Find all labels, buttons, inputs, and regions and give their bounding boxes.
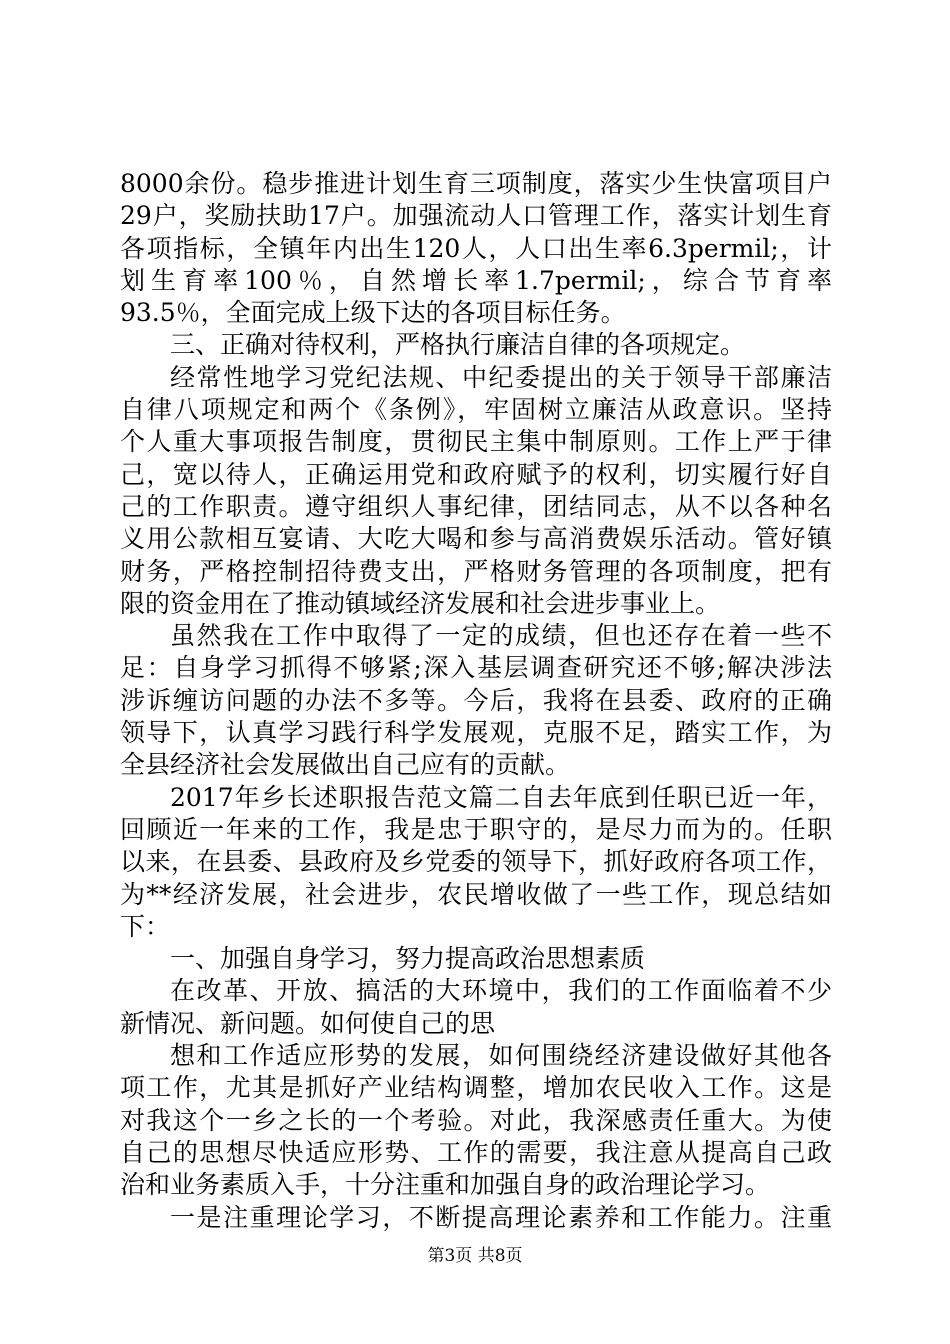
- body-line: 己的工作职责。遵守组织人事纪律，团结同志，从不以各种名: [120, 491, 832, 521]
- body-line: 虽然我在工作中取得了一定的成绩，但也还存在着一些不: [170, 621, 832, 651]
- body-line: 下：: [120, 911, 171, 941]
- body-line: 划生育率100％，自然增长率1.7permil;，综合节育率: [120, 265, 832, 295]
- body-line: 个人重大事项报告制度，贯彻民主集中制原则。工作上严于律: [120, 427, 832, 457]
- body-line: 经常性地学习党纪法规、中纪委提出的关于领导干部廉洁: [170, 362, 832, 392]
- body-line: 以来，在县委、县政府及乡党委的领导下，抓好政府各项工作，: [120, 847, 832, 877]
- body-line: 93.5％，全面完成上级下达的各项目标任务。: [120, 298, 626, 328]
- body-line: 财务，严格控制招待费支出，严格财务管理的各项制度，把有: [120, 556, 832, 586]
- page-number-label: 第3页 共8页: [427, 1246, 523, 1266]
- body-line: 8000余份。稳步推进计划生育三项制度，落实少生快富项目户: [120, 169, 832, 198]
- body-line: 2017年乡长述职报告范文篇二自去年底到任职已近一年，: [170, 782, 832, 812]
- body-line: 在改革、开放、搞活的大环境中，我们的工作面临着不少: [170, 976, 832, 1006]
- body-line: 义用公款相互宴请、大吃大喝和参与高消费娱乐活动。管好镇: [120, 524, 832, 554]
- section-heading: 一、加强自身学习，努力提高政治思想素质: [170, 944, 646, 974]
- body-line: 治和业务素质入手，十分注重和加强自身的政治理论学习。: [120, 1170, 771, 1200]
- body-line: 想和工作适应形势的发展，如何围绕经济建设做好其他各: [170, 1041, 832, 1071]
- body-line: 限的资金用在了推动镇域经济发展和社会进步事业上。: [120, 588, 721, 618]
- body-line: 新情况、新问题。如何使自己的思: [120, 1008, 496, 1038]
- body-line: 己，宽以待人，正确运用党和政府赋予的权利，切实履行好自: [120, 459, 832, 489]
- body-line: 对我这个一乡之长的一个考验。对此，我深感责任重大。为使: [120, 1105, 832, 1135]
- body-line: 涉诉缠访问题的办法不多等。今后，我将在县委、政府的正确: [120, 685, 832, 715]
- body-line: 全县经济社会发展做出自己应有的贡献。: [120, 750, 571, 780]
- body-line: 一是注重理论学习，不断提高理论素养和工作能力。注重: [170, 1202, 832, 1232]
- body-line: 29户，奖励扶助17户。加强流动人口管理工作，落实计划生育: [120, 201, 832, 231]
- body-line: 自律八项规定和两个《条例》，牢固树立廉洁从政意识。坚持: [120, 395, 832, 425]
- body-line: 足：自身学习抓得不够紧;深入基层调查研究还不够;解决涉法: [120, 653, 832, 683]
- page-footer: [0, 1244, 950, 1268]
- body-line: 各项指标，全镇年内出生120人，人口出生率6.3permil;，计: [120, 233, 832, 263]
- body-line: 回顾近一年来的工作，我是忠于职守的，是尽力而为的。任职: [120, 814, 832, 844]
- section-heading: 三、正确对待权利，严格执行廉洁自律的各项规定。: [170, 330, 746, 360]
- body-line: 项工作，尤其是抓好产业结构调整，增加农民收入工作。这是: [120, 1073, 832, 1103]
- document-body: [120, 168, 832, 1234]
- body-line: 为**经济发展，社会进步，农民增收做了一些工作，现总结如: [120, 879, 832, 909]
- body-line: 自己的思想尽快适应形势、工作的需要，我注意从提高自己政: [120, 1137, 832, 1167]
- body-line: 领导下，认真学习践行科学发展观，克服不足，踏实工作，为: [120, 718, 832, 748]
